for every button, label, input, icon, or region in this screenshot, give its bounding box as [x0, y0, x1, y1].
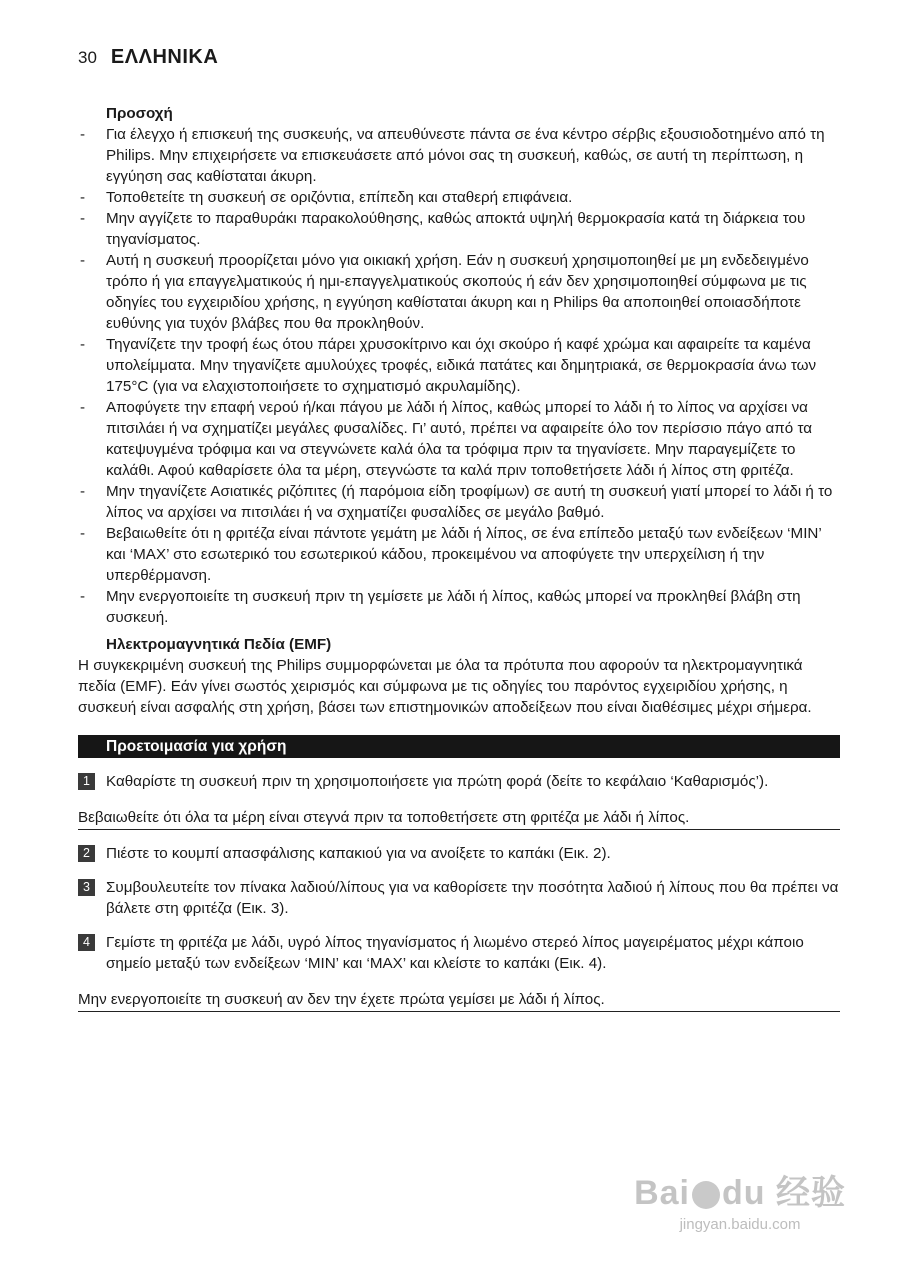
caution-list	[78, 124, 840, 628]
step-3	[78, 877, 840, 919]
page-language-title: ΕΛΛΗΝΙΚΑ	[110, 46, 219, 68]
step-text: Γεμίστε τη φριτέζα με λάδι, υγρό λίπος τηγανίσματος ή λιωμένο στερεό λίπος μαγειρέματος μέχρι κάποιο σημείο μεταξύ των ενδείξεων ‘MIN’ και ‘MAX’ και κλείστε το καπάκι (Εικ. 4).	[106, 934, 804, 972]
page-header	[78, 46, 218, 69]
step-text: Πιέστε το κουμπί απασφάλισης καπακιού για να ανοίξετε το καπάκι (Εικ. 2).	[106, 845, 611, 862]
emf-heading: Ηλεκτρομαγνητικά Πεδία (EMF)	[106, 636, 332, 653]
caution-item: - Τηγανίζετε την τροφή έως ότου πάρει χρυσοκίτρινο και όχι σκούρο ή καφέ χρώμα και αφαιρείτε τα καμένα υπολείμματα. Μην τηγανίζετε αμυλούχες τροφές, ειδικά πατάτες και δημητριακά, σε θερμοκρασία άνω των 175°C (για να ελαχιστοποιήσετε το σχηματισμό ακρυλαμίδης).	[78, 334, 840, 397]
watermark-logo-right: du 经验	[722, 1174, 846, 1212]
watermark-url: jingyan.baidu.com	[679, 1216, 801, 1233]
step-number-badge: 2	[78, 845, 95, 862]
step-text: Καθαρίστε τη συσκευή πριν τη χρησιμοποιήσετε για πρώτη φορά (δείτε το κεφάλαιο ‘Καθαρισμός’).	[106, 773, 769, 790]
caution-item: - Αποφύγετε την επαφή νερού ή/και πάγου με λάδι ή λίπος, καθώς μπορεί το λάδι ή το λίπος να αρχίσει να πιτσιλάει ή να σχηματίζει μεγάλες φυσαλίδες. Γι’ αυτό, πρέπει να αφαιρείτε όλο τον περίσσιο πάγο από τα κατεψυγμένα τρόφιμα και να στεγνώνετε καλά όλα τα τρόφιμα πριν τα τηγανίσετε. Μην παραγεμίζετε το καλάθι. Αφού καθαρίσετε όλα τα μέρη, στεγνώστε τα καλά πριν τοποθετήσετε λάδι ή λίπος στη φριτέζα.	[78, 397, 840, 481]
paw-icon	[692, 1181, 720, 1209]
caution-item: - Βεβαιωθείτε ότι η φριτέζα είναι πάντοτε γεμάτη με λάδι ή λίπος, σε ένα επίπεδο μεταξύ των ενδείξεων ‘MIN’ και ‘MAX’ στο εσωτερικό του εσωτερικού κάδου, προκειμένου να αποφύγετε την υπερχείλιση ή την υπερθέρμανση.	[78, 523, 840, 586]
note-fill-before-use: Μην ενεργοποιείτε τη συσκευή αν δεν την έχετε πρώτα γεμίσει με λάδι ή λίπος.	[78, 989, 840, 1012]
caution-item: - Για έλεγχο ή επισκευή της συσκευής, να απευθύνεστε πάντα σε ένα κέντρο σέρβις εξουσιοδοτημένο από τη Philips. Μην επιχειρήσετε να επισκευάσετε από μόνοι σας τη συσκευή, καθώς, σε αυτή τη περίπτωση, η εγγύηση σας καθίσταται άκυρη.	[78, 124, 840, 187]
step-2	[78, 843, 840, 864]
main-content	[78, 103, 840, 1012]
emf-paragraph: Η συγκεκριμένη συσκευή της Philips συμμορφώνεται με όλα τα πρότυπα που αφορούν τα ηλεκτρομαγνητικά πεδία (EMF). Εάν γίνει σωστός χειρισμός και σύμφωνα με τις οδηγίες του παρόντος εγχειριδίου χρήσης, η συσκευή είναι ασφαλής στη χρήση, βάσει των επιστημονικών αποδείξεων που είναι διαθέσιμες μέχρι σήμερα.	[78, 657, 812, 716]
step-number-badge: 1	[78, 773, 95, 790]
section-heading-preparation: Προετοιμασία για χρήση	[78, 735, 840, 758]
step-4	[78, 932, 840, 974]
caution-item: - Μην ενεργοποιείτε τη συσκευή πριν τη γεμίσετε με λάδι ή λίπος, καθώς μπορεί να προκληθεί βλάβη στη συσκευή.	[78, 586, 840, 628]
caution-heading: Προσοχή	[106, 105, 173, 122]
caution-item: - Τοποθετείτε τη συσκευή σε οριζόντια, επίπεδη και σταθερή επιφάνεια.	[78, 187, 840, 208]
caution-item: - Μην αγγίζετε το παραθυράκι παρακολούθησης, καθώς αποκτά υψηλή θερμοκρασία κατά τη διάρκεια του τηγανίσματος.	[78, 208, 840, 250]
note-dry-parts: Βεβαιωθείτε ότι όλα τα μέρη είναι στεγνά πριν τα τοποθετήσετε στη φριτέζα με λάδι ή λίπος.	[78, 807, 840, 830]
caution-item: - Αυτή η συσκευή προορίζεται μόνο για οικιακή χρήση. Εάν η συσκευή χρησιμοποιηθεί με μη ενδεδειγμένο τρόπο ή για επαγγελματικούς ή ημι-επαγγελματικούς σκοπούς ή εάν δεν χρησιμοποιηθεί σύμφωνα με τις οδηγίες του εγχειριδίου χρήσης, η εγγύηση καθίσταται άκυρη και η Philips θα αποποιηθεί οποιασδήποτε ευθύνης για τυχόν βλάβες που θα προκληθούν.	[78, 250, 840, 334]
step-1	[78, 771, 840, 792]
step-number-badge: 4	[78, 934, 95, 951]
watermark-logo	[634, 1165, 846, 1214]
baidu-watermark	[634, 1165, 846, 1233]
watermark-logo-left: Bai	[634, 1174, 691, 1212]
step-text: Συμβουλευτείτε τον πίνακα λαδιού/λίπους για να καθορίσετε την ποσότητα λαδιού ή λίπους που θα πρέπει να βάλετε στη φριτέζα (Εικ. 3).	[106, 879, 839, 917]
caution-item: - Μην τηγανίζετε Ασιατικές ριζόπιτες (ή παρόμοια είδη τροφίμων) σε αυτή τη συσκευή γιατί μπορεί το λάδι ή το λίπος να αρχίσει να πιτσιλάει ή να σχηματίζει φυσαλίδες σε μεγάλο βαθμό.	[78, 481, 840, 523]
page-number: 30	[78, 48, 97, 67]
step-number-badge: 3	[78, 879, 95, 896]
